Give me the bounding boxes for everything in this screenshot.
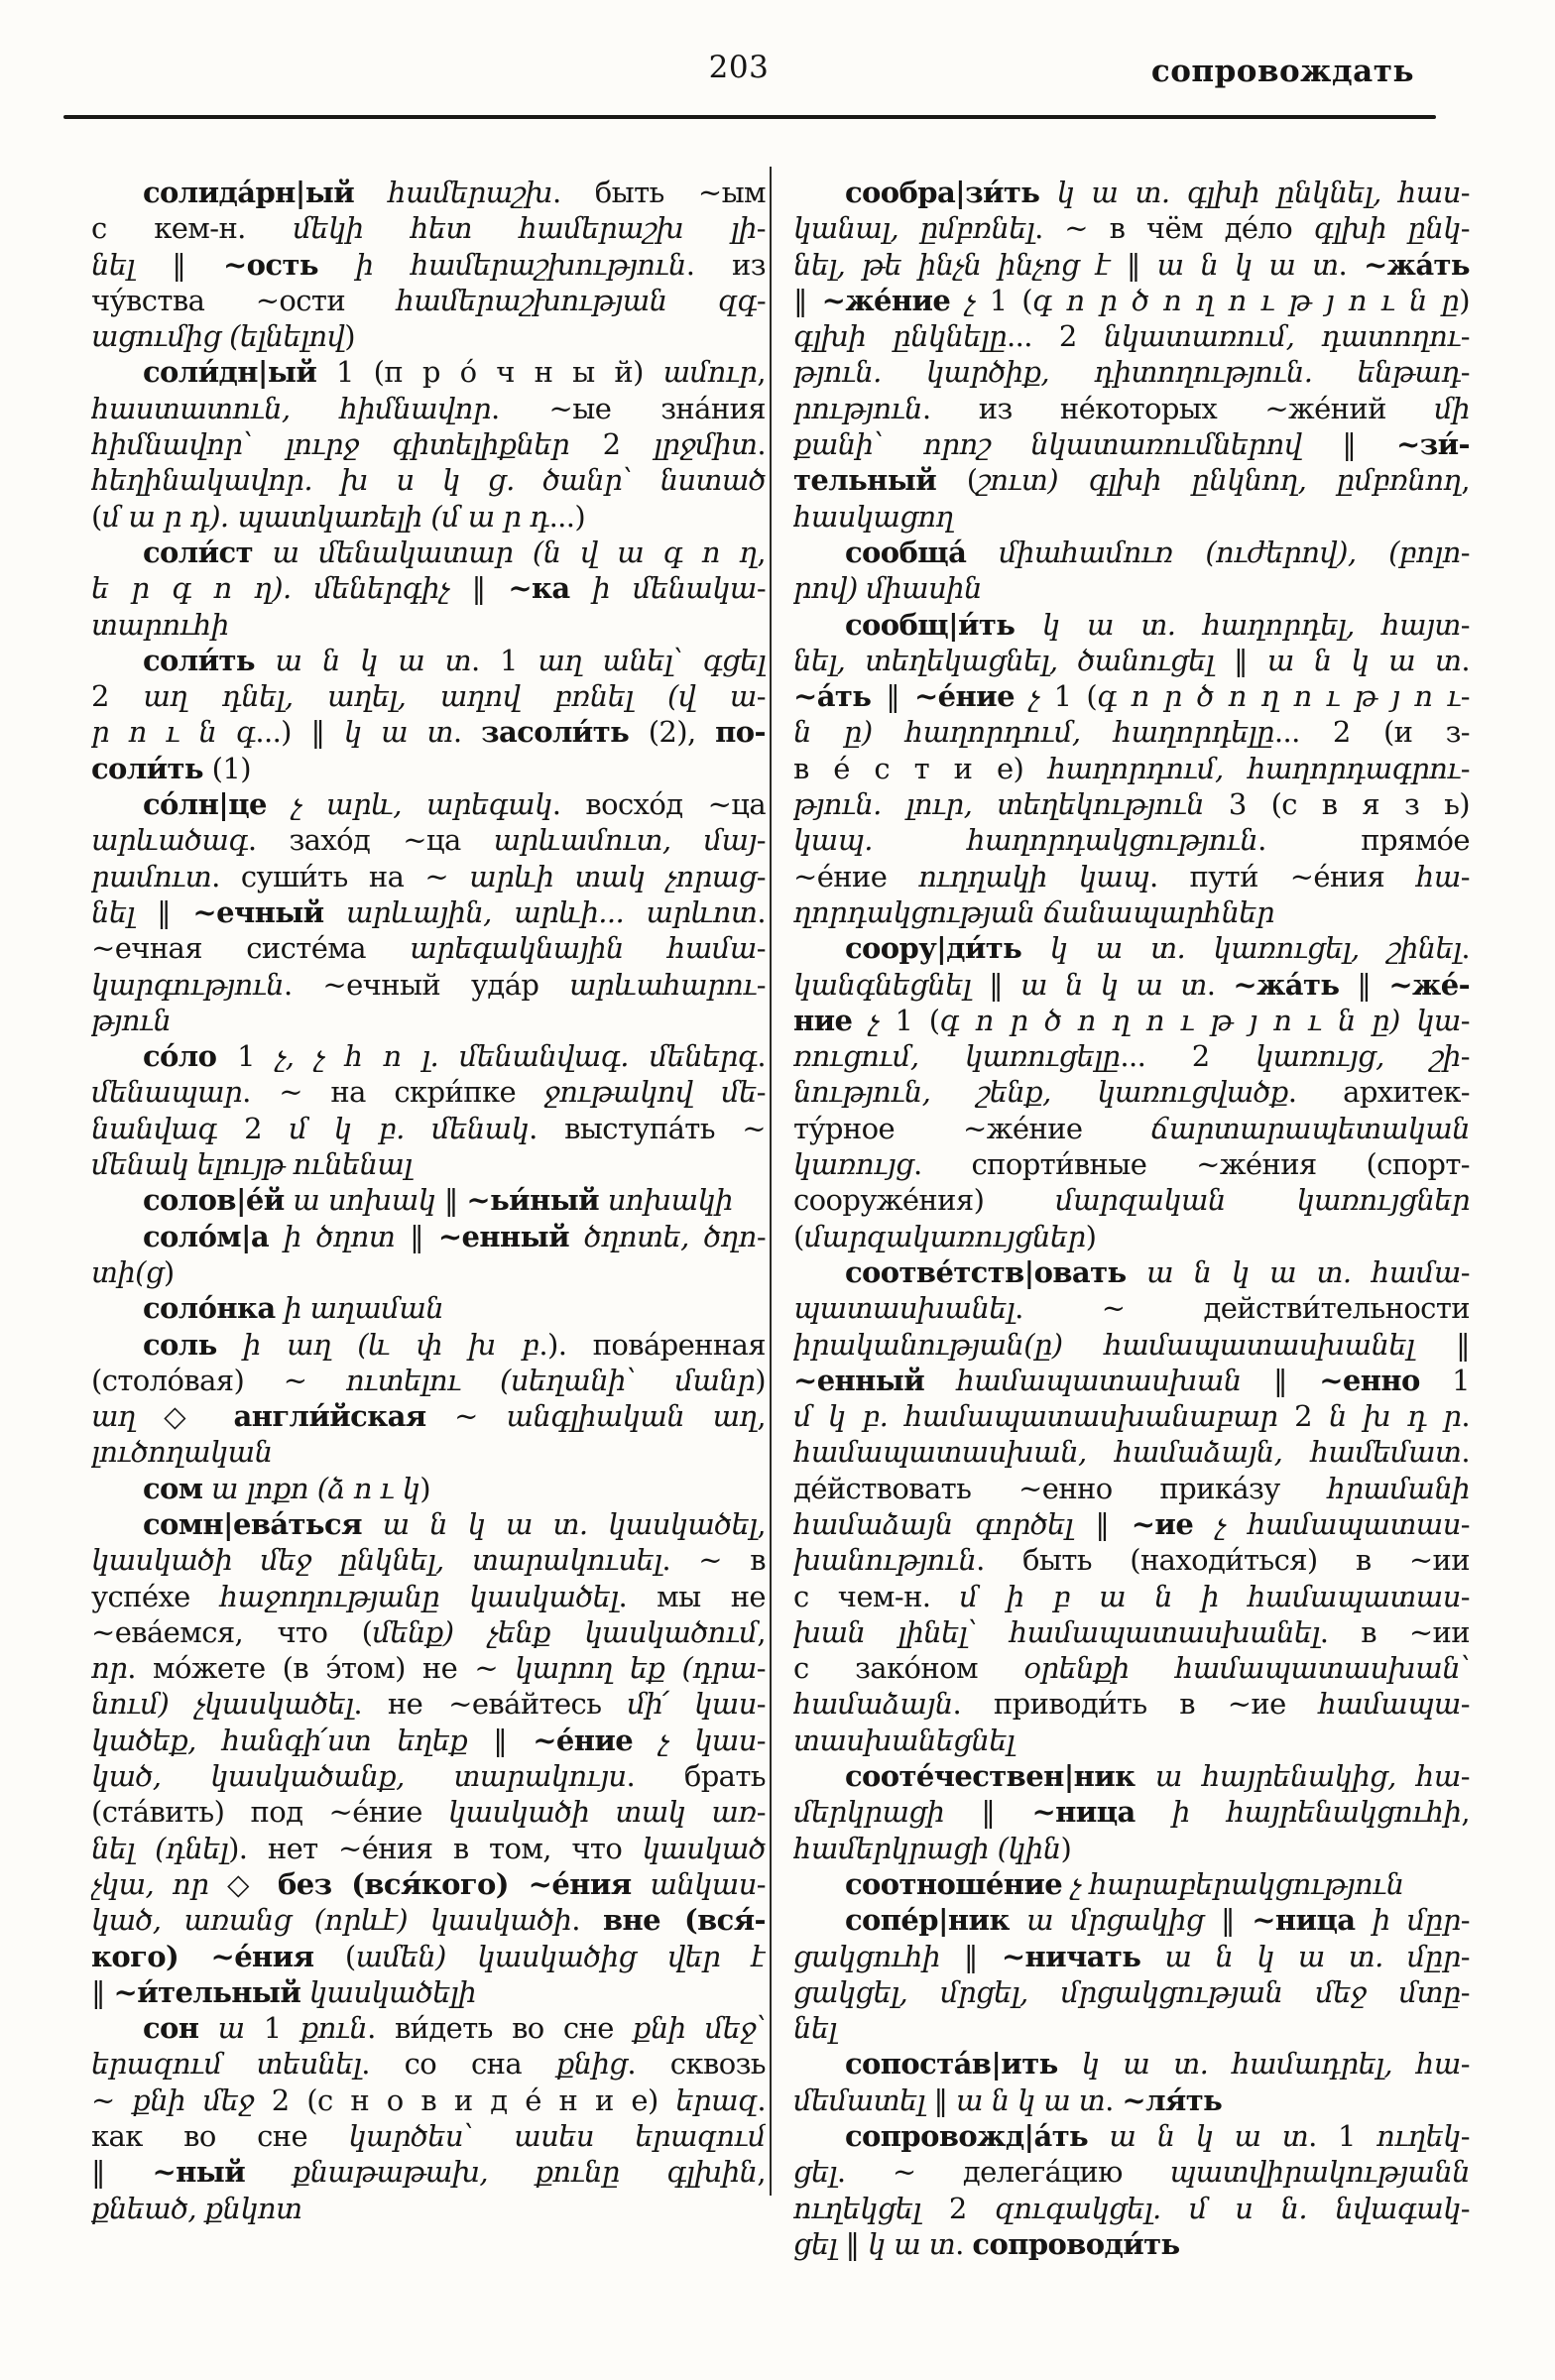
text-line: ние չ 1 (գ ո ր ծ ո ղ ո ւ թ յ ո ւ ն ը) կա- [793,1003,1470,1037]
text-line: сом ա լոքո (ձ ո ւ կ) [143,1471,430,1505]
text-line: де́йствовать ~енно прика́зу հրամանի [793,1471,1470,1505]
text-line: կասկածի մեջ ընկնել, տարակուսել. ~ в [91,1543,766,1578]
text-line: կած, կասկածանք, տարակույս. брать [91,1759,766,1794]
text-line: соотноше́ние չ հարաբերակցություն [845,1866,1404,1901]
text-line: сооте́чествен|ник ա հայրենակից, հա- [845,1759,1470,1794]
text-line: ղորդակցության ճանապարհներ [793,894,1274,929]
text-line: сооруже́ния) մարզական կառույցներ [793,1183,1470,1218]
text-line: сон ա 1 քուն. ви́деть во сне քնի մեջ՝ [143,2011,766,2046]
text-line: լուծողական [91,1435,273,1470]
text-line: աղ ◇ англи́йская ~ անգլիական աղ, [91,1399,766,1434]
text-line: ր ո ւ ն գ...) ‖ կ ա տ. засоли́ть (2), по- [91,715,766,750]
text-line: չկա, որ ◇ без (вся́кого) ~е́ния անկաս- [91,1866,766,1901]
text-line: պատասխանել. ~ действи́тельности [793,1291,1470,1326]
text-line: соло́нка ի աղաման [143,1291,444,1326]
text-line: сомн|ева́ться ա ն կ ա տ. կասկածել, [143,1506,766,1541]
text-line: քնեած, քնկոտ [91,2191,302,2225]
text-line: ցել ‖ կ ա տ. сопроводи́ть [793,2226,1180,2261]
text-line: с зако́ном օրենքի համապատասխան՝ [793,1651,1470,1686]
text-line: чу́вства ~ости համերաշխության զգ- [91,283,766,317]
text-line: ‖ ~же́ние չ 1 (գ ո ր ծ ո ղ ո ւ թ յ ո ւ ն ը) [793,283,1470,317]
text-line: հասկացող [793,499,954,534]
text-line: со́ло 1 չ, չ հ ո լ. մենանվագ. մեներգ. [143,1039,766,1074]
text-line: տարուհի [91,607,229,642]
text-line: մերկրացի ‖ ~ница ի հայրենակցուհի, [793,1795,1470,1830]
column-divider [770,167,772,2196]
text-line: с кем-н. մեկի հետ համերաշխ լի- [91,211,766,246]
text-line: նանվագ 2 մ կ բ. մենակ. выступа́ть ~ [91,1111,766,1145]
text-line: (ста́вить) под ~е́ние կասկածի տակ առ- [91,1795,766,1830]
text-line: ցակցել, մրցել, մրցակցության մեջ մտը- [793,1974,1470,2009]
text-line: с чем-н. մ ի բ ա ն ի համապատաս- [793,1579,1470,1613]
text-line: նում) չկասկածել. не ~ева́йтесь մի՛ կաս- [91,1687,766,1722]
text-line: թյուն. կարծիք, դիտողություն. ենթադ- [793,355,1470,390]
text-line: соли́дн|ый 1 (п р о́ ч н ы й) ամուր, [143,355,766,390]
text-line: րով) միասին [793,571,982,606]
text-line: երազում տեսնել. со сна քնից. сквозь [91,2047,766,2082]
text-line: кого) ~е́ния (ամեն) կասկածից վեր է [91,1939,766,1973]
text-line: կանալ, ըմբռնել. ~ в чём де́ло գլխի ընկ- [793,211,1470,246]
header-rule [63,115,1436,119]
text-line: ~енный համապատասխան ‖ ~енно 1 [793,1363,1470,1397]
text-line: ցակցուհի ‖ ~ничать ա ն կ ա տ. մըր- [793,1939,1470,1973]
text-line: ‖ ~ный քնաթաթախ, քունը գլխին, [91,2155,766,2190]
text-line: հիմնավոր՝ լուրջ գիտելիքներ 2 լրջմիտ. [91,427,766,462]
text-line: գլխի ընկնելը... 2 նկատառում, դատողու- [793,319,1470,354]
text-line: ացումից (ելնելով) [91,319,355,354]
text-line: 2 աղ դնել, աղել, աղով բռնել (վ ա- [91,679,766,714]
text-line: сопровожд|а́ть ա ն կ ա տ. 1 ուղեկ- [845,2119,1470,2154]
text-line: ուղեկցել 2 զուգակցել. մ ս ն. նվագակ- [793,2191,1470,2225]
text-line: թյուն [91,1003,172,1037]
text-line: ~а́ть ‖ ~е́ние չ 1 (գ ո ր ծ ո ղ ո ւ թ յ ո ւ- [793,679,1470,714]
text-line: տի(ց) [91,1254,175,1289]
text-line: соли́ть ա ն կ ա տ. 1 աղ անել՝ գցել [143,643,766,677]
text-line: րություն. из не́которых ~же́ний մի [793,391,1470,425]
text-line: соль ի աղ (և փ խ բ.). пова́ренная [143,1327,766,1362]
text-line: ե ր գ ո ղ). մեներգիչ ‖ ~ка ի մենակա- [91,571,766,606]
text-line: сообща́ միահամուռ (ուժերով), (բոլո- [845,535,1470,569]
text-line: կանգնեցնել ‖ ա ն կ ա տ. ~жа́ть ‖ ~же́- [793,967,1470,1002]
running-head-keyword: сопровождать [1150,54,1414,89]
text-line: խանություն. быть (находи́ться) в ~ии [793,1543,1470,1578]
text-line: նել ‖ ~ость ի համերաշխություն. из [91,247,766,282]
text-line: համապատասխան, համաձայն, համեմատ. [793,1435,1470,1470]
text-line: մ կ բ. համապատասխանաբար 2 ն խ դ ր. [793,1399,1470,1434]
text-line: соло́м|а ի ծղոտ ‖ ~енный ծղոտե, ծղո- [143,1219,766,1253]
text-line: հեղինակավոր. խ ս կ ց. ծանր՝ նստած [91,463,766,498]
text-line: մենակ ելույթ ունենալ [91,1147,413,1182]
text-line: րամուտ. суши́ть на ~ արևի տակ չորաց- [91,859,766,893]
text-line: մենապար. ~ на скри́пке ջութակով մե- [91,1075,766,1110]
text-line: արևածագ. захо́д ~ца արևամուտ, մայ- [91,823,766,858]
page-number: 203 [708,50,770,85]
text-line: նել [793,2011,837,2046]
text-line: կապ. հաղորդակցություն. прямо́е [793,823,1470,858]
text-line: сопе́р|ник ա մրցակից ‖ ~ница ի մըր- [845,1903,1470,1938]
text-line: как во сне կարծես՝ ասես երազում [91,2119,766,2154]
text-line: успе́хе հաջողությանը կասկածել. мы не [91,1579,766,1613]
text-line: որ. мо́жете (в э́том) не ~ կարող եք (դրա- [91,1651,766,1686]
text-line: նություն, շենք, կառուցվածք. архитек- [793,1075,1470,1110]
text-line: (столо́вая) ~ ուտելու (սեղանի՝ մանր) [91,1363,766,1397]
text-line: համերկրացի (կին) [793,1831,1072,1865]
text-line: тельный (շուտ) գլխի ընկնող, ըմբռնող, [793,463,1470,498]
text-line: ռուցում, կառուցելը... 2 կառույց, շի- [793,1039,1470,1074]
text-line: соли́ст ա մենակատար (ն վ ա գ ո ղ, [143,535,766,569]
text-line: ту́рное ~же́ние ճարտարապետական [793,1111,1470,1145]
text-line: соотве́тств|овать ա ն կ ա տ. համա- [845,1254,1470,1289]
text-line: կածեք, հանգի՛ստ եղեք ‖ ~е́ние չ կաս- [91,1723,766,1757]
text-line: նել ‖ ~ечный արևային, արևի... արևոտ. [91,894,766,929]
text-line: մեմատել ‖ ա ն կ ա տ. ~ля́ть [793,2082,1223,2117]
text-line: ն ը) հաղորդում, հաղորդելը... 2 (и з- [793,715,1470,750]
text-line: կառույց. спорти́вные ~же́ния (спорт- [793,1147,1470,1182]
left-column [91,175,766,2226]
right-column [793,175,1470,2262]
text-line: կած, առանց (որևէ) կասկածի. вне (вся́- [91,1903,766,1938]
text-line: ~е́ние ուղղակի կապ. пути́ ~е́ния հա- [793,859,1470,893]
text-line: նել, տեղեկացնել, ծանուցել ‖ ա ն կ ա տ. [793,643,1470,677]
text-line: նել, թե ինչն ինչոց է ‖ ա ն կ ա տ. ~жа́ть [793,247,1470,282]
text-line: ‖ ~и́тельный կասկածելի [91,1974,476,2009]
text-line: (մ ա ր դ). պատկառելի (մ ա ր դ...) [91,499,586,534]
text-line: կարգություն. ~ечный уда́р արևահարու- [91,967,766,1002]
text-line: տասխանեցնել [793,1723,1016,1757]
text-line: ցել. ~ делега́цию պատվիրակությանն [793,2155,1470,2190]
text-line: со́лн|це չ արև, արեգակ. восхо́д ~ца [143,787,766,822]
text-line: իրականության(ը) համապատասխանել ‖ [793,1327,1470,1362]
text-line: солида́рн|ый համերաշխ. быть ~ым [143,176,766,209]
text-line: համաձայն գործել ‖ ~ие չ համապատաս- [793,1506,1470,1541]
text-line: сопоста́в|ить կ ա տ. համադրել, հա- [845,2047,1470,2082]
text-line: соли́ть (1) [91,751,251,785]
text-line: թյուն. լուր, տեղեկություն 3 (с в я з ь) [793,787,1470,822]
text-line: сообра|зи́ть կ ա տ. գլխի ընկնել, հաս- [845,176,1470,209]
text-line: խան լինել՝ համապատասխանել. в ~ии [793,1614,1470,1649]
text-line: ~ քնի մեջ 2 (с н о в и д е́ н и е) երազ. [91,2082,766,2117]
text-line: նել (դնել). нет ~е́ния в том, что կասկած [91,1831,766,1865]
text-line: ~ева́емся, что (մենք) չենք կասկածում, [91,1614,766,1649]
text-line: в е́ с т и е) հաղորդում, հաղորդագրու- [793,751,1470,785]
text-line: (մարզակառույցներ) [793,1219,1097,1253]
text-line: համաձայն. приводи́ть в ~ие համապա- [793,1687,1470,1722]
text-line: հաստատուն, հիմնավոր. ~ые зна́ния [91,391,766,425]
text-line: ~ечная систе́ма արեգակնային համա- [91,931,766,966]
text-line: сообщ|и́ть կ ա տ. հաղորդել, հայտ- [845,607,1470,642]
text-line: солов|е́й ա սոխակ ‖ ~ьи́ный սոխակի [143,1183,733,1218]
text-line: соору|ди́ть կ ա տ. կառուցել, շինել. [845,931,1470,966]
text-line: քանի՝ որոշ նկատառումներով ‖ ~зи́- [793,427,1470,462]
